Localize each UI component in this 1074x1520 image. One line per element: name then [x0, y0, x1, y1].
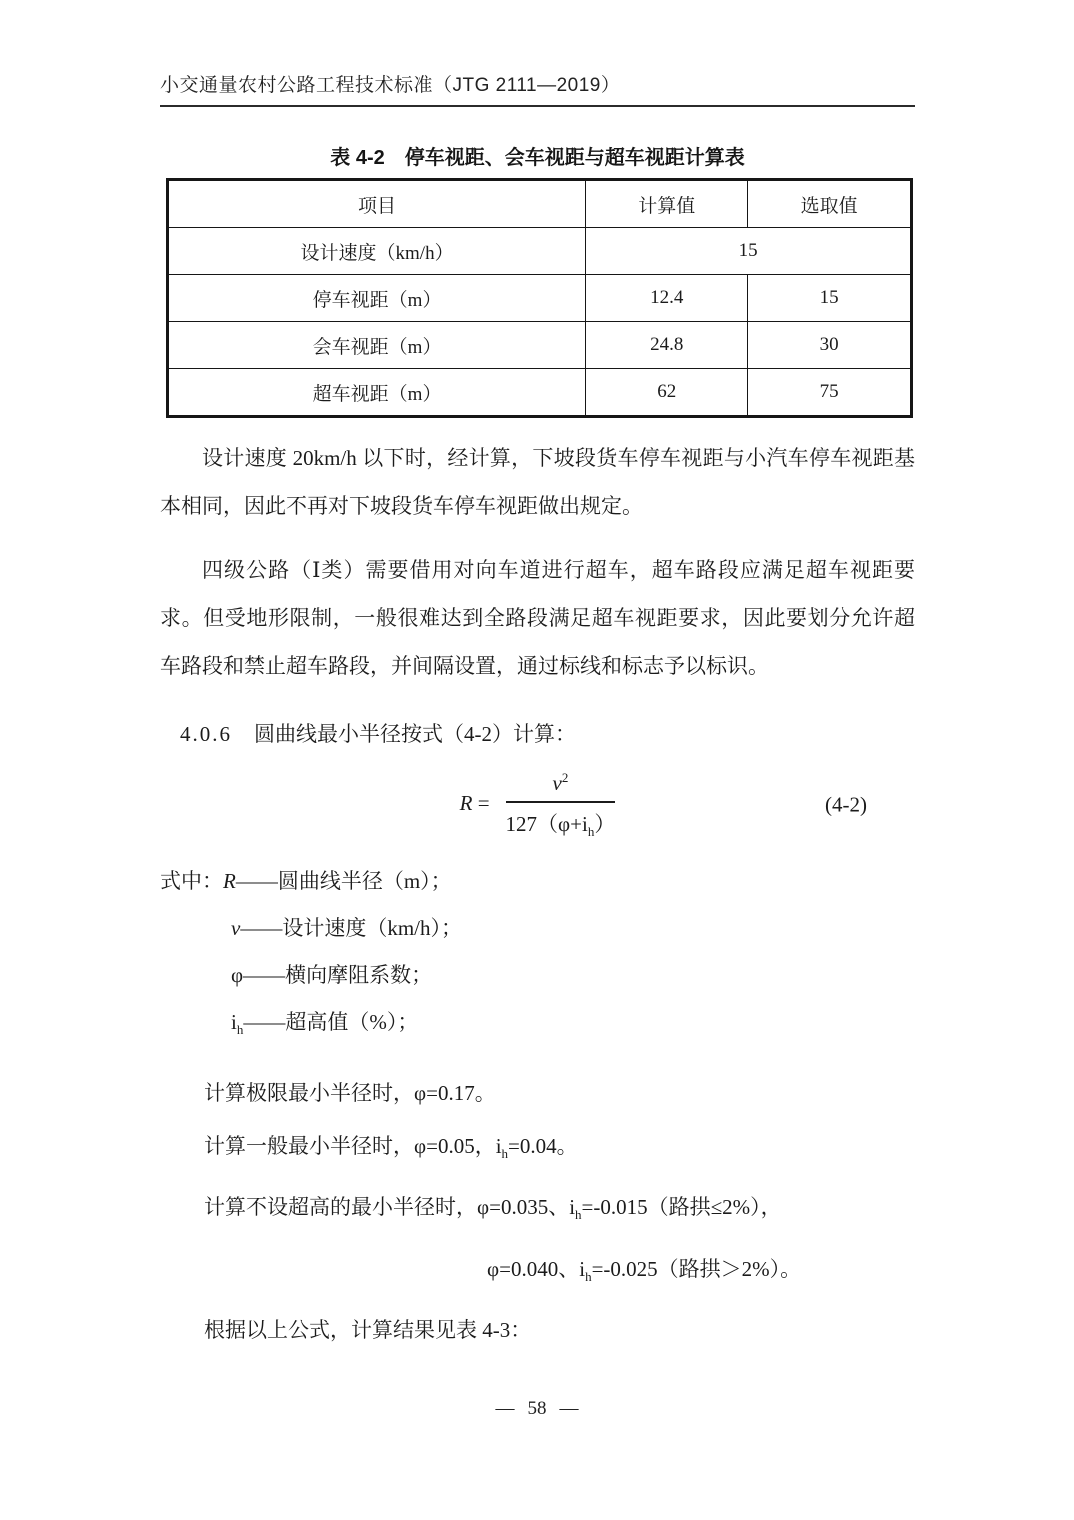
definition-line-ih	[160, 999, 915, 1053]
note-text: =0.04。	[508, 1134, 578, 1159]
note-general-min-radius	[160, 1133, 915, 1167]
symbol-i-subscript: h	[236, 1022, 244, 1038]
definition-dash: ——	[240, 916, 283, 940]
cell-design-speed-value: 15	[586, 228, 912, 275]
formula-fraction	[506, 770, 616, 840]
column-header-calculated: 计算值	[586, 180, 748, 228]
note-no-superelevation-radius-1	[160, 1194, 915, 1228]
cell-meeting-distance-calc: 24.8	[586, 322, 748, 369]
note-limit-min-radius	[160, 1080, 915, 1106]
symbol-v: v	[231, 916, 241, 940]
definition-dash: ——	[243, 1010, 286, 1034]
note-text: 计算一般最小半径时，φ=0.05，i	[204, 1134, 502, 1159]
formula-numerator	[506, 770, 616, 803]
numerator-exponent: 2	[561, 769, 569, 785]
column-header-item: 项目	[168, 180, 586, 228]
definition-line-phi	[160, 952, 915, 999]
table-caption: 表 4-2 停车视距、会车视距与超车视距计算表	[330, 147, 745, 169]
definition-desc-R: 圆曲线半径（m）；	[277, 869, 452, 893]
note-text: =-0.015（路拱≤2%），	[581, 1195, 782, 1220]
numerator-variable: v	[552, 770, 562, 795]
page-footer	[0, 1398, 1074, 1420]
definition-dash: ——	[235, 869, 278, 893]
definitions-intro: 式中：	[160, 869, 223, 893]
section-number: 4.0.6	[180, 722, 232, 746]
cell-overtaking-distance-label: 超车视距（m）	[168, 369, 586, 417]
note-text: =-0.025（路拱＞2%）。	[591, 1256, 802, 1281]
table-row	[168, 369, 912, 417]
document-header	[160, 0, 915, 107]
denominator-text: 127（φ+i	[505, 811, 588, 836]
footer-left-dash: —	[495, 1398, 515, 1419]
closing-reference-line: 根据以上公式，计算结果见表 4-3：	[204, 1317, 532, 1342]
paragraph-overtaking-section-note: 四级公路（Ⅰ类）需要借用对向车道进行超车，超车路段应满足超车视距要求。但受地形限制，一般很难达到全路段满足超车视距要求，因此要划分允许超车路段和禁止超车路段，并间隔设置，通过标线和标志予以标识。	[160, 558, 915, 678]
radius-formula	[460, 770, 616, 840]
note-subscript: h	[501, 1146, 509, 1162]
document-header-title: 小交通量农村公路工程技术标准（JTG 2111—2019）	[160, 75, 621, 96]
paragraph-stopping-sight-note: 设计速度 20km/h 以下时，经计算，下坡段货车停车视距与小汽车停车视距基本相同，因此不再对下坡段货车停车视距做出规定。	[160, 446, 915, 518]
formula-denominator	[506, 803, 616, 840]
cell-overtaking-distance-calc: 62	[586, 369, 748, 417]
equation-number-label: (4-2)	[825, 792, 867, 817]
section-title: 圆曲线最小半径按式（4-2）计算：	[254, 722, 576, 746]
note-subscript: h	[575, 1207, 582, 1223]
cell-meeting-distance-selected: 30	[748, 322, 912, 369]
cell-meeting-distance-label: 会车视距（m）	[168, 322, 586, 369]
definition-dash: ——	[243, 963, 286, 987]
sight-distance-table	[166, 178, 913, 418]
symbol-i: i	[231, 1010, 237, 1034]
denominator-close: ）	[594, 811, 616, 836]
page-number: 58	[527, 1398, 547, 1419]
cell-stopping-distance-calc: 12.4	[586, 275, 748, 322]
definition-desc-phi: 横向摩阻系数；	[285, 963, 433, 987]
definition-desc-v: 设计速度（km/h）；	[282, 916, 462, 940]
cell-overtaking-distance-selected: 75	[748, 369, 912, 417]
note-text: 计算极限最小半径时，φ=0.17。	[204, 1081, 496, 1106]
table-row	[168, 275, 912, 322]
symbol-phi: φ	[231, 963, 244, 987]
cell-design-speed-label: 设计速度（km/h）	[168, 228, 586, 275]
cell-stopping-distance-label: 停车视距（m）	[168, 275, 586, 322]
formula-equals-sign: =	[477, 790, 490, 815]
note-subscript: h	[585, 1268, 592, 1284]
table-row	[168, 322, 912, 369]
note-text: 计算不设超高的最小半径时，φ=0.035、i	[204, 1195, 576, 1220]
definition-line-v	[160, 905, 915, 952]
table-header-row	[168, 180, 912, 228]
definition-line-R	[160, 858, 915, 905]
section-heading-4-0-6	[160, 718, 915, 748]
symbol-R: R	[223, 869, 236, 893]
cell-stopping-distance-selected: 15	[748, 275, 912, 322]
column-header-selected: 选取值	[748, 180, 912, 228]
table-row	[168, 228, 912, 275]
formula-4-2-row	[160, 760, 915, 850]
symbol-definitions	[160, 858, 915, 1053]
formula-lhs-symbol: R	[459, 790, 473, 815]
denominator-subscript: h	[587, 824, 595, 840]
footer-right-dash: —	[559, 1398, 579, 1419]
note-text: φ=0.040、i	[487, 1256, 586, 1281]
note-no-superelevation-radius-2	[160, 1256, 915, 1290]
definition-desc-ih: 超高值（%）；	[285, 1010, 419, 1034]
